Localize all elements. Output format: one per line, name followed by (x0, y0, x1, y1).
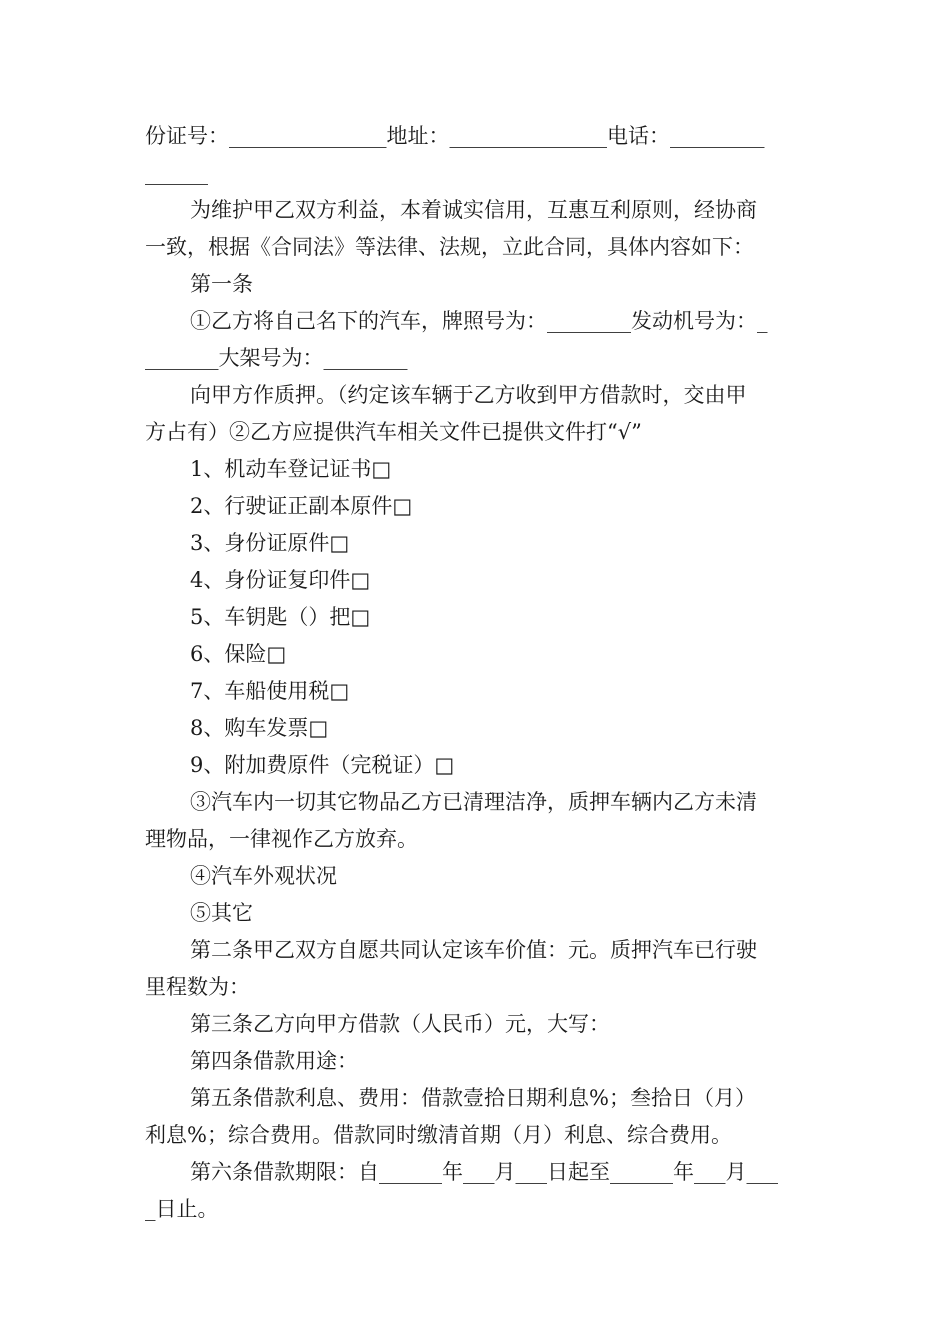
article-2-line-1: 第二条甲乙双方自愿共同认定该车价值：元。质押汽车已行驶 (190, 938, 757, 962)
article-6-line-2: _日止。 (145, 1197, 219, 1221)
text-line-id-address-phone: 份证号：_______________地址：_______________电话：_________ (145, 124, 765, 148)
checklist-item-1: 1、机动车登记证书□ (190, 457, 392, 481)
text-line-appearance: ④汽车外观状况 (190, 864, 337, 888)
checklist-item-7: 7、车船使用税□ (190, 679, 350, 703)
article-5-line-2: 利息%；综合费用。借款同时缴清首期（月）利息、综合费用。 (145, 1123, 732, 1147)
text-line-items-1: ③汽车内一切其它物品乙方已清理洁净，质押车辆内乙方未清 (190, 790, 757, 814)
article-4-line: 第四条借款用途： (190, 1049, 358, 1073)
checklist-item-8: 8、购车发票□ (190, 716, 329, 740)
article-6-line-1: 第六条借款期限：自______年___月___日起至______年___月___ (190, 1160, 778, 1184)
text-line-preamble-2: 一致，根据《合同法》等法律、法规，立此合同，具体内容如下： (145, 235, 754, 259)
text-line-pledge-2: 方占有）②乙方应提供汽车相关文件已提供文件打“√” (145, 420, 642, 444)
text-line-phone-continued: ______ (145, 161, 208, 185)
text-line-vehicle-info-2: _______大架号为：________ (145, 346, 408, 370)
article-2-line-2: 里程数为： (145, 975, 250, 999)
article-1-heading: 第一条 (190, 272, 253, 296)
text-line-vehicle-info-1: ①乙方将自己名下的汽车，牌照号为：________发动机号为：_ (190, 309, 768, 333)
checklist-item-9: 9、附加费原件（完税证）□ (190, 753, 455, 777)
checklist-item-4: 4、身份证复印件□ (190, 568, 371, 592)
text-line-items-2: 理物品，一律视作乙方放弃。 (145, 827, 418, 851)
checklist-item-2: 2、行驶证正副本原件□ (190, 494, 413, 518)
text-line-other: ⑤其它 (190, 901, 253, 925)
checklist-item-5: 5、车钥匙（）把□ (190, 605, 371, 629)
text-line-preamble-1: 为维护甲乙双方利益，本着诚实信用，互惠互利原则，经协商 (190, 198, 757, 222)
checklist-item-3: 3、身份证原件□ (190, 531, 350, 555)
article-5-line-1: 第五条借款利息、费用：借款壹拾日期利息%；叁拾日（月） (190, 1086, 756, 1110)
article-3-line: 第三条乙方向甲方借款（人民币）元，大写： (190, 1012, 610, 1036)
checklist-item-6: 6、保险□ (190, 642, 287, 666)
text-line-pledge-1: 向甲方作质押。（约定该车辆于乙方收到甲方借款时，交由甲 (190, 383, 747, 407)
